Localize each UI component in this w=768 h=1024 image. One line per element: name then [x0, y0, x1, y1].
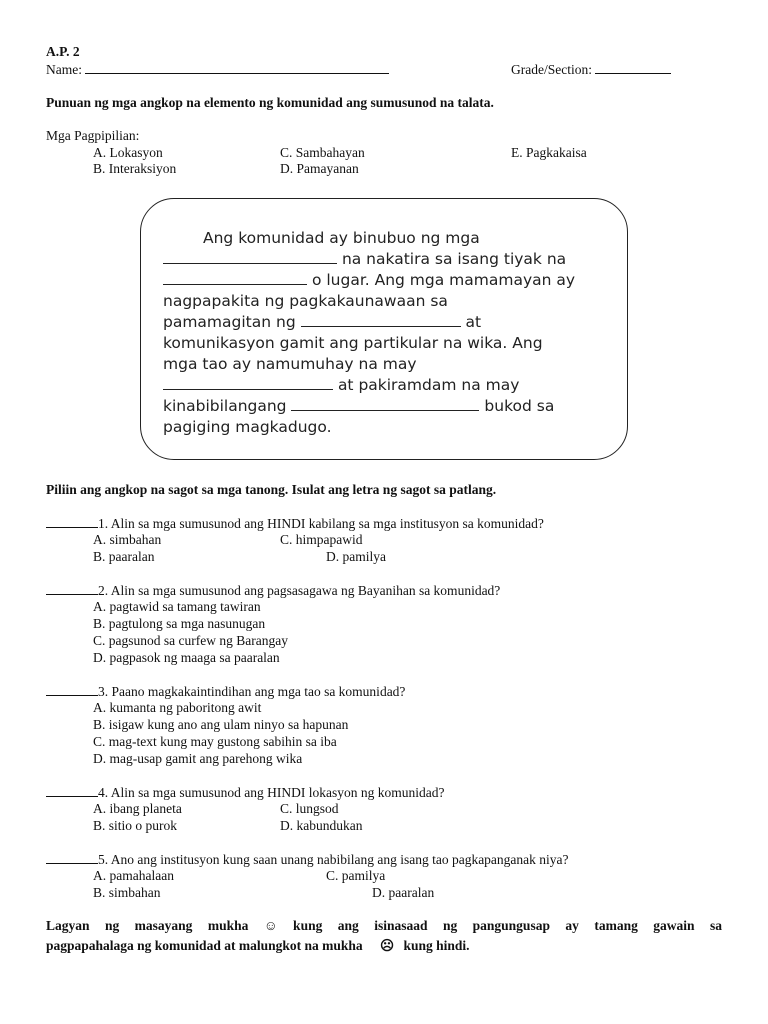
paragraph-text-5b: at [465, 313, 482, 331]
q4-option-b: B. sitio o purok [93, 818, 178, 833]
grade-field-row [511, 61, 671, 78]
paragraph-text-9a: kinabibilangang [163, 397, 287, 415]
blank-3[interactable] [301, 313, 461, 327]
q3-option-b: B. isigaw kung ano ang ulam ninyo sa hapunan [93, 717, 349, 732]
choice-d: D. Pamayanan [280, 161, 359, 176]
answer-blank-2[interactable] [46, 582, 98, 595]
question-1 [46, 515, 544, 532]
paragraph-line-2 [163, 250, 566, 268]
answer-blank-4[interactable] [46, 784, 98, 797]
question-1-text: 1. Alin sa mga sumusunod ang HINDI kabilang sa mga institusyon sa komunidad? [98, 516, 544, 531]
question-5 [46, 851, 569, 868]
paragraph-line-1: Ang komunidad ay binubuo ng mga [203, 229, 480, 247]
section1-instruction: Punuan ng mga angkop na elemento ng komunidad ang sumusunod na talata. [46, 95, 494, 110]
paragraph-text-8: at pakiramdam na may [337, 376, 520, 394]
question-2 [46, 582, 500, 599]
paragraph-text-2: na nakatira sa isang tiyak na [341, 250, 567, 268]
section3-text-2a: pagpapahalaga ng komunidad at malungkot na mukha [46, 938, 363, 953]
name-label: Name: [46, 62, 82, 77]
paragraph-text-3: o lugar. Ang mga mamamayan ay [311, 271, 576, 289]
blank-2[interactable] [163, 271, 307, 285]
subject-title: A.P. 2 [46, 44, 80, 59]
question-4 [46, 784, 444, 801]
choice-b: B. Interaksiyon [93, 161, 177, 176]
q3-option-a: A. kumanta ng paboritong awit [93, 700, 262, 715]
q5-option-c: C. pamilya [326, 868, 386, 883]
question-3-text: 3. Paano magkakaintindihan ang mga tao sa komunidad? [98, 684, 406, 699]
q4-option-a: A. ibang planeta [93, 801, 182, 816]
q2-option-a: A. pagtawid sa tamang tawiran [93, 599, 261, 614]
paragraph-line-3 [163, 271, 575, 289]
q4-option-c: C. lungsod [280, 801, 339, 816]
blank-5[interactable] [291, 397, 479, 411]
q5-option-b: B. simbahan [93, 885, 161, 900]
answer-blank-1[interactable] [46, 515, 98, 528]
q3-option-d: D. mag-usap gamit ang parehong wika [93, 751, 303, 766]
choice-a: A. Lokasyon [93, 145, 163, 160]
grade-section-label: Grade/Section: [511, 62, 592, 77]
section3-text-2b: kung hindi. [403, 938, 470, 953]
name-field-row [46, 61, 389, 78]
section2-instruction: Piliin ang angkop na sagot sa mga tanong. Isulat ang letra ng sagot sa patlang. [46, 482, 497, 497]
q2-option-d: D. pagpasok ng maaga sa paaralan [93, 650, 280, 665]
paragraph-line-6: komunikasyon gamit ang partikular na wika. Ang [163, 334, 543, 352]
paragraph-line-10: pagiging magkadugo. [163, 418, 332, 436]
answer-blank-5[interactable] [46, 851, 98, 864]
fill-in-paragraph-box [140, 198, 628, 460]
blank-4[interactable] [163, 376, 333, 390]
q5-option-d: D. paaralan [372, 885, 435, 900]
q1-option-c: C. himpapawid [280, 532, 363, 547]
choices-label: Mga Pagpipilian: [46, 128, 140, 143]
q3-option-c: C. mag-text kung may gustong sabihin sa iba [93, 734, 337, 749]
sad-face-icon: ☹ [380, 938, 395, 953]
paragraph-line-4: nagpapakita ng pagkakaunawaan sa [163, 292, 448, 310]
question-5-text: 5. Ano ang institusyon kung saan unang nabibilang ang isang tao pagkapanganak niya? [98, 852, 569, 867]
name-field[interactable] [85, 61, 389, 74]
paragraph-line-8 [163, 376, 519, 394]
question-2-text: 2. Alin sa mga sumusunod ang pagsasagawa ng Bayanihan sa komunidad? [98, 583, 501, 598]
answer-blank-3[interactable] [46, 683, 98, 696]
q4-option-d: D. kabundukan [280, 818, 363, 833]
paragraph-line-5 [163, 313, 481, 331]
grade-section-field[interactable] [595, 61, 671, 74]
section3-instruction-line-1: Lagyan ng masayang mukha ☺ kung ang isinasaad ng pangungusap ay tamang gawain sa [46, 918, 722, 933]
paragraph-line-9 [163, 397, 554, 415]
question-4-text: 4. Alin sa mga sumusunod ang HINDI lokasyon ng komunidad? [98, 785, 445, 800]
question-3 [46, 683, 405, 700]
paragraph-text-9b: bukod sa [484, 397, 555, 415]
paragraph-text-5a: pamamagitan ng [163, 313, 296, 331]
section3-instruction-line-2 [46, 938, 470, 954]
paragraph-line-7: mga tao ay namumuhay na may [163, 355, 417, 373]
q2-option-c: C. pagsunod sa curfew ng Barangay [93, 633, 288, 648]
q1-option-b: B. paaralan [93, 549, 155, 564]
q1-option-a: A. simbahan [93, 532, 162, 547]
q5-option-a: A. pamahalaan [93, 868, 174, 883]
choice-e: E. Pagkakaisa [511, 145, 587, 160]
q2-option-b: B. pagtulong sa mga nasunugan [93, 616, 266, 631]
choice-c: C. Sambahayan [280, 145, 365, 160]
q1-option-d: D. pamilya [326, 549, 386, 564]
blank-1[interactable] [163, 250, 337, 264]
